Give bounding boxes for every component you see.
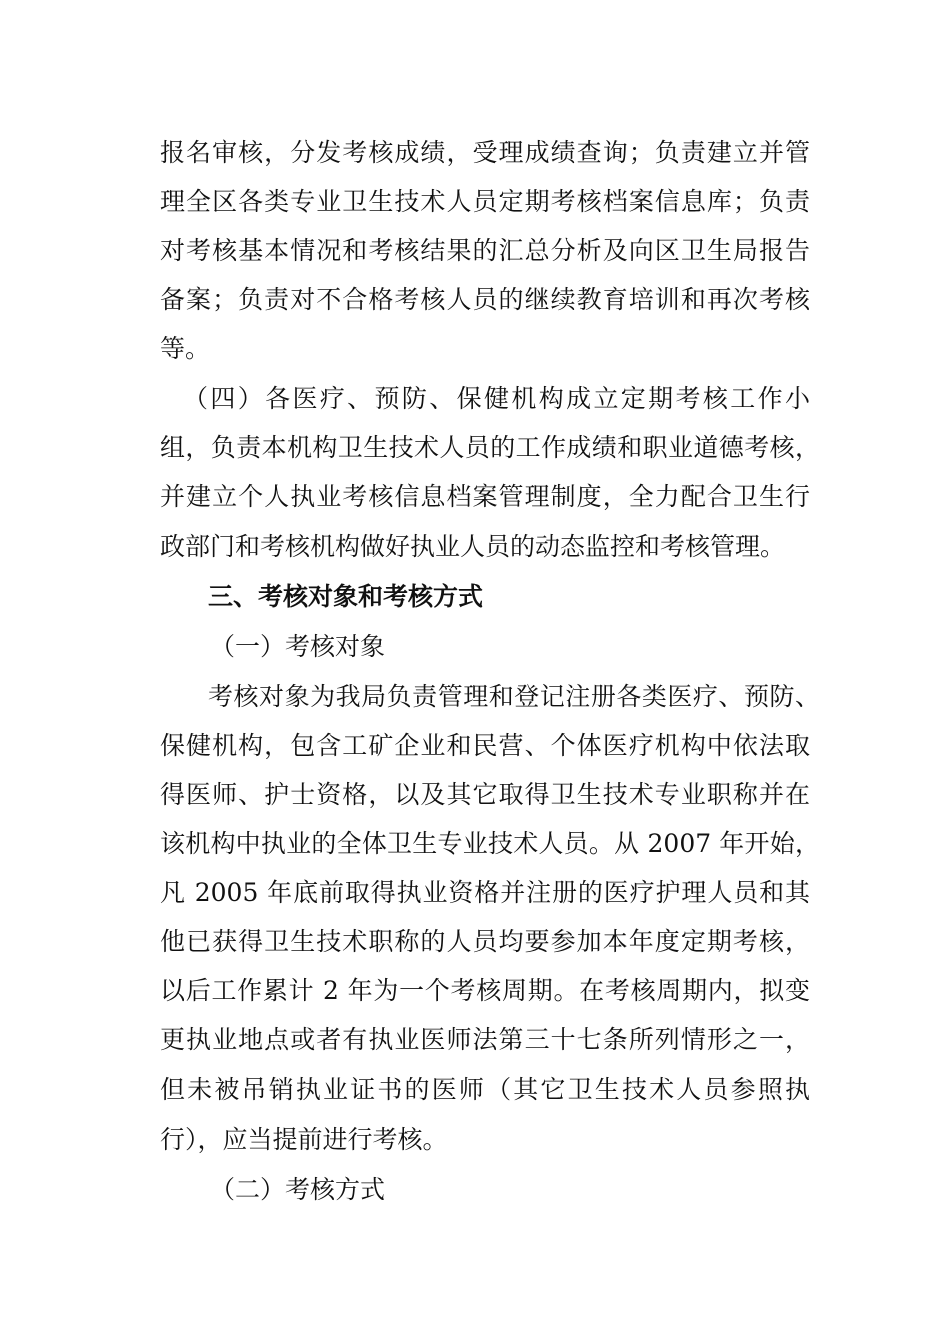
paragraph-line: （四）各医疗、预防、保健机构成立定期考核工作小 — [183, 384, 810, 413]
paragraph-line: 但未被吊销执业证书的医师（其它卫生技术人员参照执 — [160, 1075, 810, 1104]
paragraph-line: 组，负责本机构卫生技术人员的工作成绩和职业道德考核， — [160, 433, 820, 462]
paragraph-line: 他已获得卫生技术职称的人员均要参加本年度定期考核， — [160, 927, 810, 956]
paragraph-line: 并建立个人执业考核信息档案管理制度，全力配合卫生行 — [160, 482, 810, 511]
paragraph-line: 保健机构，包含工矿企业和民营、个体医疗机构中依法取 — [160, 731, 810, 760]
subsection-heading: （一）考核对象 — [210, 632, 386, 661]
paragraph-line: 报名审核，分发考核成绩，受理成绩查询；负责建立并管 — [160, 138, 810, 167]
paragraph-line: 行），应当提前进行考核。 — [160, 1125, 448, 1154]
paragraph-line: 得医师、护士资格，以及其它取得卫生技术专业职称并在 — [160, 780, 810, 809]
paragraph-line: 备案；负责对不合格考核人员的继续教育培训和再次考核 — [160, 285, 810, 314]
paragraph-line: 更执业地点或者有执业医师法第三十七条所列情形之一， — [160, 1025, 810, 1054]
paragraph-line: 等。 — [160, 334, 211, 363]
paragraph-line: 政部门和考核机构做好执业人员的动态监控和考核管理。 — [160, 532, 786, 561]
paragraph-line: 考核对象为我局负责管理和登记注册各类医疗、预防、 — [208, 682, 820, 711]
paragraph-line: 该机构中执业的全体卫生专业技术人员。从 2007 年开始， — [160, 829, 820, 858]
section-heading: 三、考核对象和考核方式 — [208, 582, 484, 611]
paragraph-line: 理全区各类专业卫生技术人员定期考核档案信息库；负责 — [160, 187, 810, 216]
subsection-heading: （二）考核方式 — [210, 1175, 386, 1204]
paragraph-line: 对考核基本情况和考核结果的汇总分析及向区卫生局报告 — [160, 236, 810, 265]
paragraph-line: 以后工作累计 2 年为一个考核周期。在考核周期内，拟变 — [160, 976, 810, 1005]
paragraph-line: 凡 2005 年底前取得执业资格并注册的医疗护理人员和其 — [160, 878, 810, 907]
